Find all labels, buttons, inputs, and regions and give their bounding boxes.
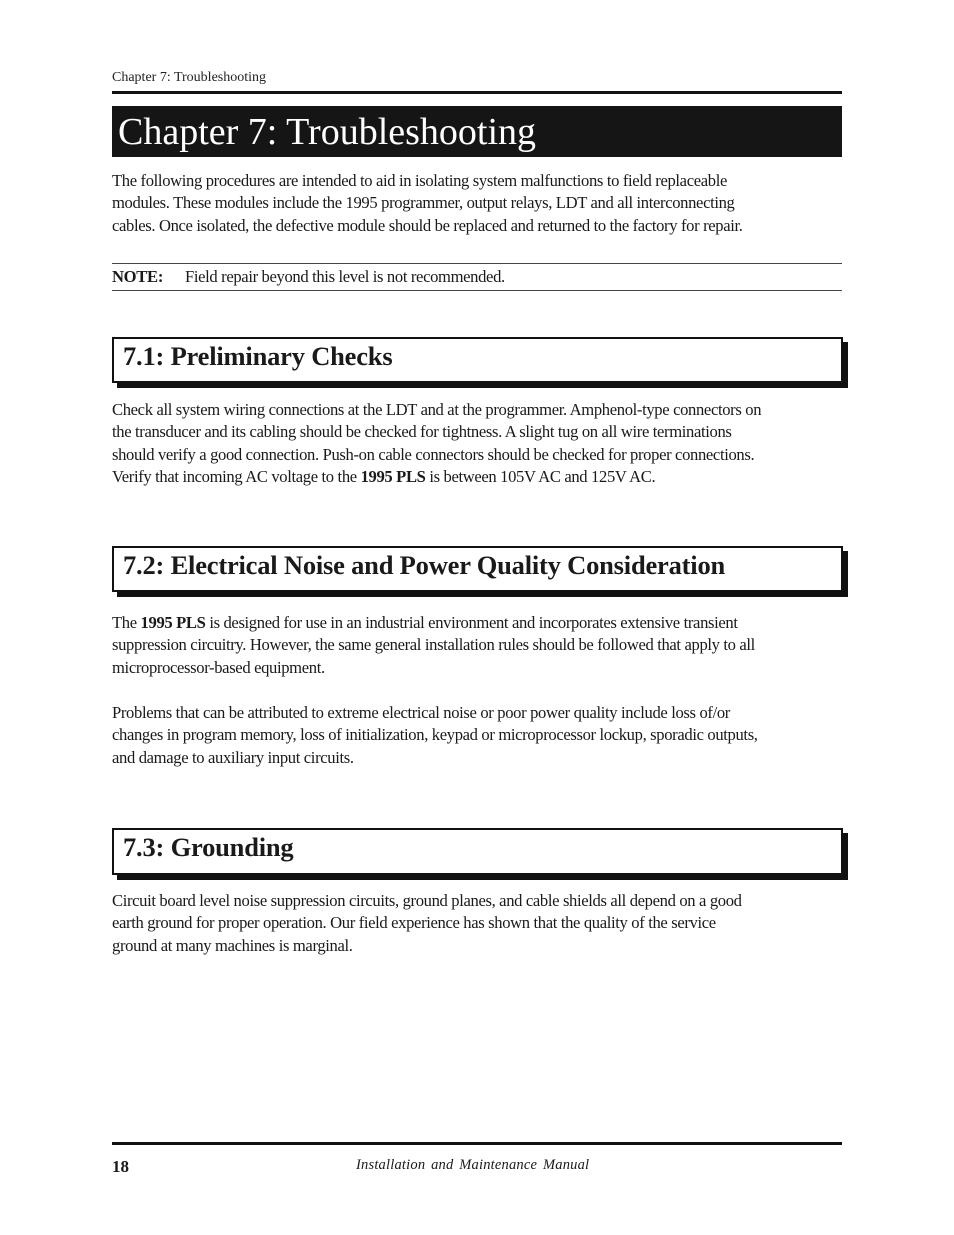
section-title: 7.3: Grounding: [123, 832, 294, 862]
paragraph-line: ground at many machines is marginal.: [112, 935, 353, 955]
intro-line: The following procedures are intended to aid in isolating system malfunctions to field replaceable: [112, 171, 727, 190]
paragraph-line: the transducer and its cabling should be checked for tightness. A slight tug on all wire terminations: [112, 422, 732, 442]
note-text: Field repair beyond this level is not recommended.: [185, 267, 505, 286]
section-7-1-paragraph: [112, 399, 847, 488]
paragraph-line: microprocessor-based equipment.: [112, 657, 325, 677]
section-heading-7-2: [112, 546, 843, 592]
note-label: NOTE:: [112, 267, 164, 286]
section-heading-7-1: [112, 337, 843, 383]
paragraph-line: Check all system wiring connections at the LDT and at the programmer. Amphenol-type connectors on: [112, 400, 762, 419]
chapter-title: Chapter 7: Troubleshooting: [118, 111, 537, 153]
paragraph-line: should verify a good connection. Push-on cable connectors should be checked for proper connections.: [112, 444, 755, 464]
intro-line: modules. These modules include the 1995 programmer, output relays, LDT and all interconnecting: [112, 193, 735, 213]
paragraph-line: and damage to auxiliary input circuits.: [112, 747, 354, 767]
section-7-3-paragraph: [112, 890, 847, 957]
intro-line: cables. Once isolated, the defective module should be replaced and returned to the factory for repair.: [112, 215, 743, 235]
paragraph-line-end: is between 105V AC and 125V AC.: [425, 466, 656, 486]
footer-rule: [112, 1142, 842, 1145]
running-header: Chapter 7: Troubleshooting: [112, 70, 267, 85]
paragraph-line-start: The: [112, 613, 141, 632]
footer-manual-title: Installation and Maintenance Manual: [356, 1157, 590, 1173]
intro-paragraph: [112, 170, 847, 237]
section-7-2-paragraph-2: [112, 702, 847, 769]
paragraph-line: Problems that can be attributed to extreme electrical noise or poor power quality include loss of/or: [112, 703, 730, 722]
page-number: 18: [112, 1157, 129, 1176]
section-heading-7-3: [112, 828, 843, 875]
header-rule: [112, 91, 842, 94]
chapter-banner: [112, 106, 842, 157]
paragraph-line: Circuit board level noise suppression circuits, ground planes, and cable shields all depend on a good: [112, 891, 742, 910]
paragraph-line: suppression circuitry. However, the same general installation rules should be followed that apply to all: [112, 635, 755, 655]
note-box: [112, 263, 842, 291]
section-7-2-paragraph-1: [112, 612, 847, 679]
product-name: 1995 PLS: [140, 613, 206, 632]
section-title: 7.2: Electrical Noise and Power Quality Consideration: [123, 550, 726, 580]
paragraph-line: earth ground for proper operation. Our field experience has shown that the quality of the service: [112, 913, 716, 933]
paragraph-line-end: is designed for use in an industrial environment and incorporates extensive transient: [205, 613, 738, 632]
paragraph-line-start: Verify that incoming AC voltage to the: [112, 466, 361, 486]
paragraph-line: changes in program memory, loss of initialization, keypad or microprocessor lockup, sporadic outputs,: [112, 725, 758, 745]
product-name: 1995 PLS: [360, 466, 426, 486]
section-title: 7.1: Preliminary Checks: [123, 341, 393, 371]
